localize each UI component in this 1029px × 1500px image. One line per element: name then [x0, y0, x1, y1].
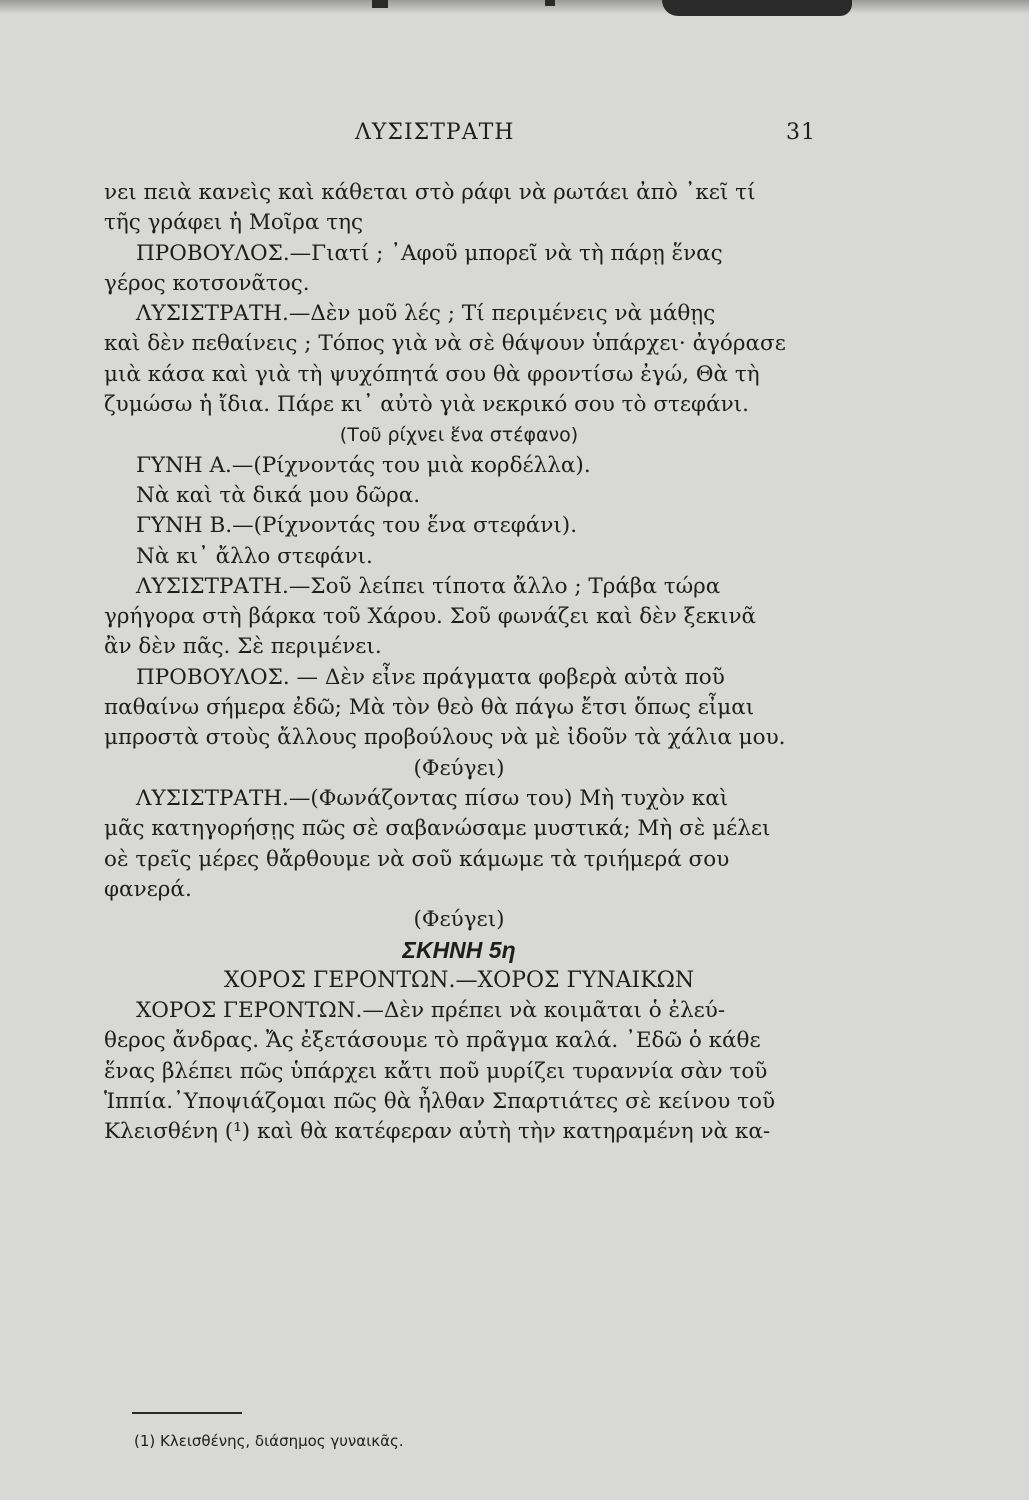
stage-direction: (Φεύγει) — [413, 755, 505, 781]
text-line: ζυμώσω ἡ ἴδια. Πάρε κι᾿ αὐτὸ γιὰ νεκρικό σου τὸ στεφάνι. — [104, 392, 749, 418]
text-line: ΛΥΣΙΣΤΡΑΤΗ.—Σοῦ λείπει τίποτα ἄλλο ; Τράβα τώρα — [136, 573, 721, 599]
ink-blot — [372, 0, 388, 8]
text-line: μιὰ κάσα καὶ γιὰ τὴ ψυχόπητά σου θὰ φροντίσω ἐγώ, Θὰ τὴ — [104, 361, 760, 387]
text-line: ΠΡΟΒΟΥΛΟΣ.—Γιατί ; ᾿Αφοῦ μπορεῖ νὰ τὴ πάρῃ ἕνας — [136, 240, 723, 266]
running-title: ΛΥΣΙΣΤΡΑΤΗ — [355, 120, 515, 145]
scene-title: ΣΚΗΝΗ 5η — [402, 937, 516, 964]
text-line: ΛΥΣΙΣΤΡΑΤΗ.—Δὲν μοῦ λές ; Τί περιμένεις νὰ μάθῃς — [136, 301, 716, 327]
text-line: ἕνας βλέπει πῶς ὑπάρχει κἄτι ποῦ μυρίζει τυραννία σὰν τοῦ — [104, 1058, 768, 1084]
text-line: ΧΟΡΟΣ ΓΕΡΟΝΤΩΝ.—Δὲν πρέπει νὰ κοιμᾶται ὁ ἐλεύ- — [136, 998, 726, 1024]
text-line: ΓΥΝΗ Α.—(Ρίχνοντάς του μιὰ κορδέλλα). — [136, 452, 591, 478]
text-line: οὲ τρεῖς μέρες θἄρθουμε νὰ σοῦ κάμωμε τὰ τριήμερά σου — [104, 846, 730, 872]
text-line: Νὰ κι᾿ ἄλλο στεφάνι. — [136, 543, 373, 569]
scan-top-edge — [0, 0, 1029, 14]
footnote-rule — [132, 1412, 242, 1414]
page-number: 31 — [786, 120, 816, 145]
text-line: παθαίνω σήμερα ἐδῶ; Μὰ τὸν θεὸ θὰ πάγω ἔτσι ὅπως εἶμαι — [104, 695, 755, 721]
stage-direction: (Φεύγει) — [413, 907, 505, 933]
text-line: ΛΥΣΙΣΤΡΑΤΗ.—(Φωνάζοντας πίσω του) Μὴ τυχὸν καὶ — [136, 785, 729, 811]
section-heading: ΧΟΡΟΣ ΓΕΡΟΝΤΩΝ.—ΧΟΡΟΣ ΓΥΝΑΙΚΩΝ — [223, 967, 695, 993]
ink-blot — [662, 0, 852, 16]
text-line: Ἱππία.᾿Υποψιάζομαι πῶς θὰ ἦλθαν Σπαρτιάτες σὲ κείνου τοῦ — [104, 1088, 776, 1114]
text-line: τῆς γράφει ἡ Μοῖρα της — [104, 210, 364, 236]
text-line: Κλεισθένη (¹) καὶ θὰ κατέφεραν αὐτὴ τὴν κατηραμένη νὰ κα- — [104, 1119, 771, 1145]
text-line: ΠΡΟΒΟΥΛΟΣ. — Δὲν εἶνε πράγματα φοβερὰ αὐτὰ ποῦ — [136, 664, 725, 690]
body-text — [104, 178, 814, 1148]
text-line: Νὰ καὶ τὰ δικά μου δῶρα. — [136, 482, 421, 508]
footnote: (1) Κλεισθένης, διάσημος γυναικᾶς. — [134, 1432, 404, 1450]
ink-blot — [545, 0, 555, 6]
text-line: ἂν δὲν πᾶς. Σὲ περιμένει. — [104, 634, 382, 660]
text-line: θερος ἄνδρας. Ἄς ἐξετάσουμε τὸ πρᾶγμα καλά. ᾿Εδῶ ὁ κάθε — [104, 1028, 761, 1054]
text-line: καὶ δὲν πεθαίνεις ; Τόπος γιὰ νὰ σὲ θάψουν ὑπάρχει· ἀγόρασε — [104, 331, 786, 357]
text-line: ΓΥΝΗ Β.—(Ρίχνοντάς του ἕνα στεφάνι). — [136, 513, 578, 539]
text-line: γέρος κοτσονᾶτος. — [104, 270, 310, 296]
page-header — [100, 120, 816, 150]
text-line: φανερά. — [104, 876, 192, 902]
stage-direction: (Τοῦ ρίχνει ἕνα στέφανο) — [339, 424, 579, 447]
text-line: μπροστὰ στοὺς ἄλλους προβούλους νὰ μὲ ἰδοῦν τὰ χάλια μου. — [104, 725, 786, 751]
text-line: μᾶς κατηγορήσῃς πῶς σὲ σαβανώσαμε μυστικά; Μὴ σὲ μέλει — [104, 816, 771, 842]
text-line: γρήγορα στὴ βάρκα τοῦ Χάρου. Σοῦ φωνάζει καὶ δὲν ξεκινᾶ — [104, 604, 757, 630]
text-line: νει πειὰ κανεὶς καὶ κάθεται στὸ ράφι νὰ ρωτάει ἀπὸ ᾿κεῖ τί — [104, 180, 756, 205]
